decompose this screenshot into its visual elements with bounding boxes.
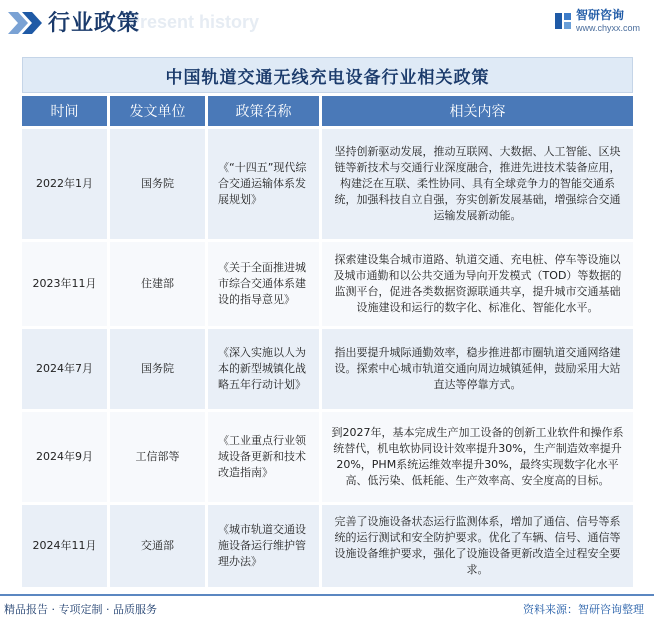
double-chevron-icon bbox=[6, 10, 46, 36]
cell-unit: 国务院 bbox=[110, 129, 205, 239]
table-row bbox=[22, 412, 633, 502]
header-watermark: Present history bbox=[128, 12, 260, 32]
cell-time: 2024年9月 bbox=[22, 412, 107, 502]
cell-policy-name: 《城市轨道交通设施设备运行维护管理办法》 bbox=[208, 505, 319, 587]
brand-name: 智研咨询 bbox=[575, 8, 624, 22]
cell-time: 2024年11月 bbox=[22, 505, 107, 587]
brand bbox=[554, 8, 640, 34]
cell-content: 坚持创新驱动发展，推动互联网、大数据、人工智能、区块链等新技术与交通行业深度融合，推进先进技术装备应用，构建泛在互联、柔性协同、具有全球竞争力的智能交通系统，加强科技自立自强，夯实创新发展基础，增强综合交通运输发展新动能。 bbox=[322, 129, 633, 239]
cell-policy-name: 《“十四五”现代综合交通运输体系发展规划》 bbox=[208, 129, 319, 239]
footer-divider bbox=[0, 594, 654, 596]
cell-unit: 住建部 bbox=[110, 242, 205, 326]
cell-unit: 工信部等 bbox=[110, 412, 205, 502]
table-row bbox=[22, 329, 633, 409]
column-header-content: 相关内容 bbox=[322, 96, 633, 126]
column-header-time: 时间 bbox=[22, 96, 107, 126]
page-title: 行业政策 bbox=[48, 11, 141, 36]
table-title: 中国轨道交通无线充电设备行业相关政策 bbox=[22, 57, 633, 93]
cell-content: 指出要提升城际通勤效率，稳步推进都市圈轨道交通网络建设。探索中心城市轨道交通向周边城镇延伸，鼓励采用大站直达等停靠方式。 bbox=[322, 329, 633, 409]
cell-time: 2022年1月 bbox=[22, 129, 107, 239]
cell-content: 完善了设施设备状态运行监测体系，增加了通信、信号等系统的运行测试和安全防护要求。优化了车辆、信号、通信等设施设备维护要求，强化了设施设备更新改造全过程安全要求。 bbox=[322, 505, 633, 587]
page-footer bbox=[0, 592, 654, 619]
cell-time: 2024年7月 bbox=[22, 329, 107, 409]
table-row bbox=[22, 505, 633, 587]
brand-url: www.chyxx.com bbox=[575, 23, 640, 33]
cell-time: 2023年11月 bbox=[22, 242, 107, 326]
footer-source: 资料来源：智研咨询整理 bbox=[523, 603, 644, 616]
page-header bbox=[0, 0, 654, 46]
table-row bbox=[22, 242, 633, 326]
column-header-name: 政策名称 bbox=[208, 96, 319, 126]
footer-slogan: 精品报告 · 专项定制 · 品质服务 bbox=[4, 603, 157, 616]
cell-content: 到2027年，基本完成生产加工设备的创新工业软件和操作系统替代，机电软协同设计效率提升30%，生产制造效率提升20%，PHM系统运维效率提升30%，最终实现数字化水平高、低污染、低耗能、生产效率高、安全度高的目标。 bbox=[322, 412, 633, 502]
brand-logo-icon bbox=[554, 11, 572, 31]
cell-policy-name: 《深入实施以人为本的新型城镇化战略五年行动计划》 bbox=[208, 329, 319, 409]
cell-unit: 国务院 bbox=[110, 329, 205, 409]
table-row bbox=[22, 129, 633, 239]
cell-policy-name: 《工业重点行业领域设备更新和技术改造指南》 bbox=[208, 412, 319, 502]
cell-content: 探索建设集合城市道路、轨道交通、充电桩、停车等设施以及城市通勤和以公共交通为导向开发模式（TOD）等数据的监测平台，促进各类数据资源联通共享，提升城市交通基础设施建设和运行的数字化、标准化、智能化水平。 bbox=[322, 242, 633, 326]
column-header-unit: 发文单位 bbox=[110, 96, 205, 126]
cell-unit: 交通部 bbox=[110, 505, 205, 587]
cell-policy-name: 《关于全面推进城市综合交通体系建设的指导意见》 bbox=[208, 242, 319, 326]
